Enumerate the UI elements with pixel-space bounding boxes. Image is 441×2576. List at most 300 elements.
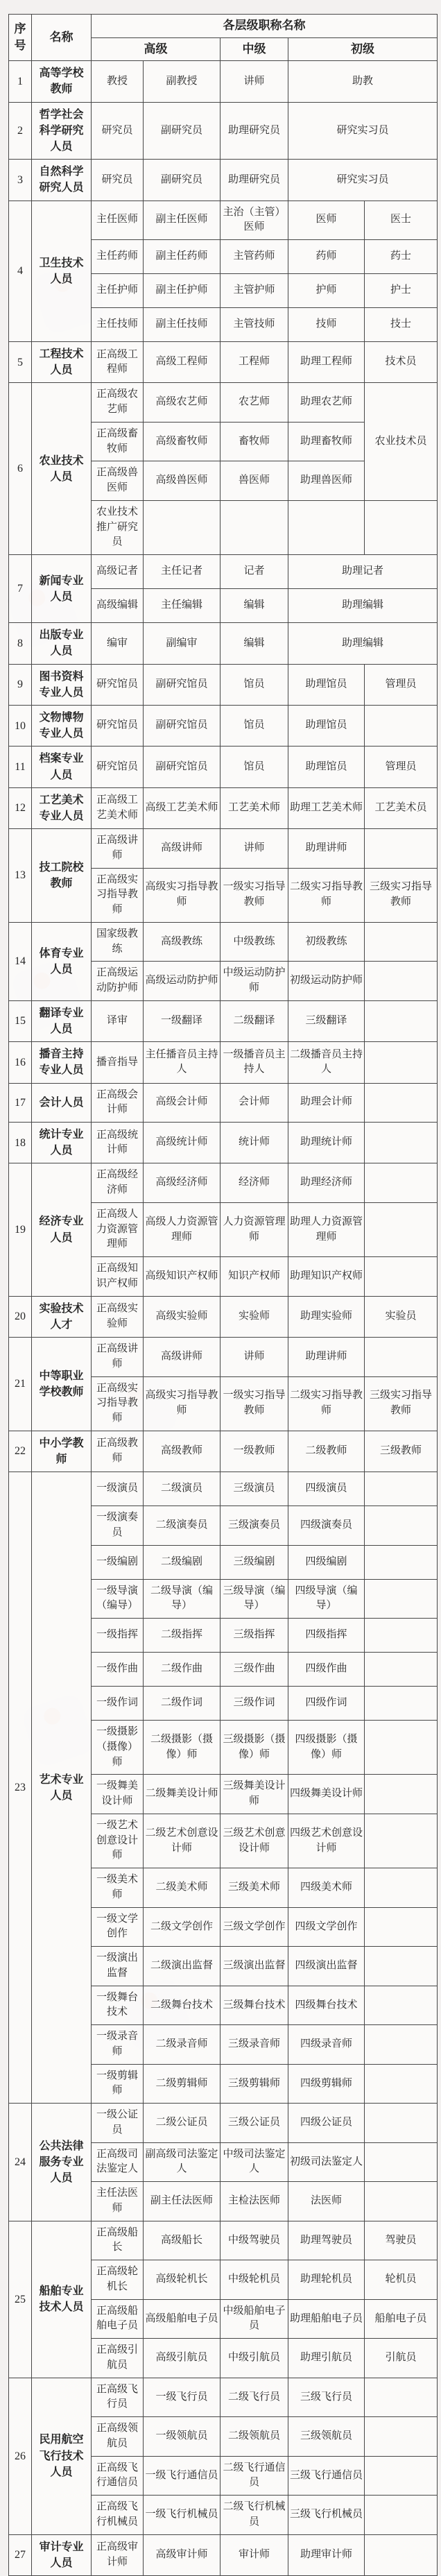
title-cell	[365, 1687, 438, 1721]
title-cell: 二级作曲	[144, 1653, 220, 1687]
title-cell: 二级剪辑师	[144, 2064, 220, 2104]
title-cell: 主任医师	[92, 201, 144, 240]
title-cell: 高级运动防护师	[144, 962, 220, 1001]
title-cell: 助理记者	[288, 555, 438, 589]
title-cell: 正高级兽医师	[92, 461, 144, 501]
title-cell: 二级演员	[144, 1472, 220, 1506]
title-cell: 一级舞台技术	[92, 1986, 144, 2025]
title-cell: 正高级畜牧师	[92, 422, 144, 461]
category-name-cell: 档案专业人员	[32, 747, 92, 787]
title-cell: 技师	[288, 308, 365, 342]
title-cell: 知识产权师	[220, 1257, 288, 1297]
title-cell: 助理编辑	[288, 589, 438, 623]
title-cell	[365, 2417, 438, 2457]
title-cell: 主任药师	[92, 240, 144, 274]
title-cell: 中级船舶电子员	[220, 2299, 288, 2339]
title-cell: 助理审计师	[288, 2534, 365, 2575]
title-cell: 一级演奏员	[92, 1506, 144, 1546]
title-cell: 二级作词	[144, 1687, 220, 1721]
title-cell: 二级公证员	[144, 2104, 220, 2143]
title-cell: 副主任药师	[144, 240, 220, 274]
title-cell: 三级教师	[365, 1431, 438, 1472]
title-cell: 正高级飞行机械员	[92, 2496, 144, 2535]
title-cell: 研究员	[92, 102, 144, 160]
title-cell	[365, 1472, 438, 1506]
title-cell: 人力资源管理师	[220, 1202, 288, 1256]
title-cell: 四级文学创作	[288, 1907, 365, 1947]
table-row	[9, 1083, 438, 1123]
title-cell: 副主任医师	[144, 201, 220, 240]
title-cell	[365, 1123, 438, 1163]
title-cell: 四级舞美设计师	[288, 1775, 365, 1814]
category-name-cell: 公共法律服务专业人员	[32, 2104, 92, 2221]
table-row	[9, 2534, 438, 2575]
title-cell: 一级文学创作	[92, 1907, 144, 1947]
title-cell: 编辑	[220, 589, 288, 623]
title-cell	[365, 829, 438, 869]
category-name-cell: 播音主持专业人员	[32, 1042, 92, 1083]
title-cell	[365, 1163, 438, 1203]
title-cell: 助理农艺师	[288, 383, 365, 423]
title-cell: 四级作曲	[288, 1653, 365, 1687]
title-cell: 中级司法鉴定人	[220, 2142, 288, 2182]
table-row	[9, 2221, 438, 2260]
title-cell: 讲师	[220, 1338, 288, 1377]
title-cell	[365, 1907, 438, 1947]
title-cell: 研究馆员	[92, 664, 144, 705]
title-cell: 助理兽医师	[288, 461, 365, 501]
header-row-1	[9, 15, 438, 38]
title-cell: 副主任护师	[144, 274, 220, 308]
title-cell: 三级摄影（摄像）师	[220, 1721, 288, 1775]
title-cell: 一级领航员	[144, 2417, 220, 2457]
title-cell: 护师	[288, 274, 365, 308]
title-cell	[365, 1338, 438, 1377]
title-cell: 三级舞美设计师	[220, 1775, 288, 1814]
title-cell	[365, 2182, 438, 2221]
title-cell: 高级畜牧师	[144, 422, 220, 461]
title-cell: 二级播音员主持人	[288, 1042, 365, 1083]
category-name-cell: 技工院校教师	[32, 829, 92, 923]
title-cell: 高级会计师	[144, 1083, 220, 1123]
table-row	[9, 623, 438, 664]
title-cell: 正高级轮机长	[92, 2260, 144, 2300]
title-cell: 正高级飞行员	[92, 2378, 144, 2417]
title-cell: 正高级工艺美术师	[92, 787, 144, 828]
title-cell: 三级指挥	[220, 1619, 288, 1653]
title-cell: 二级演出监督	[144, 1947, 220, 1986]
title-cell: 高级讲师	[144, 1338, 220, 1377]
title-cell: 四级公证员	[288, 2104, 365, 2143]
title-cell: 副研究馆员	[144, 747, 220, 787]
title-cell: 三级翻译	[288, 1000, 365, 1041]
table-row	[9, 201, 438, 240]
category-name-cell: 新闻专业人员	[32, 555, 92, 623]
title-cell	[365, 705, 438, 746]
title-cell: 助理引航员	[288, 2339, 365, 2378]
title-cell: 高级人力资源管理师	[144, 1202, 220, 1256]
professional-titles-table	[8, 14, 438, 2576]
title-cell	[365, 1083, 438, 1123]
title-cell: 三级剪辑师	[220, 2064, 288, 2104]
title-cell: 讲师	[220, 829, 288, 869]
title-cell	[365, 1653, 438, 1687]
title-cell: 高级统计师	[144, 1123, 220, 1163]
title-cell: 副教授	[144, 61, 220, 102]
row-number-cell: 21	[9, 1338, 32, 1431]
table-row	[9, 2104, 438, 2143]
title-cell: 助理会计师	[288, 1083, 365, 1123]
title-cell: 三级美术师	[220, 1868, 288, 1908]
title-cell: 主管药师	[220, 240, 288, 274]
title-cell: 馆员	[220, 747, 288, 787]
table-row	[9, 829, 438, 869]
title-cell: 正高级船长	[92, 2221, 144, 2260]
title-cell: 主任播音员主持人	[144, 1042, 220, 1083]
row-number-cell: 7	[9, 555, 32, 623]
title-cell: 主任编辑	[144, 589, 220, 623]
title-cell	[365, 1579, 438, 1619]
title-cell: 四级指挥	[288, 1619, 365, 1653]
category-name-cell: 文物博物专业人员	[32, 705, 92, 746]
title-cell: 正高级农艺师	[92, 383, 144, 423]
title-cell: 助理研究员	[220, 102, 288, 160]
title-cell: 主治（主管）医师	[220, 201, 288, 240]
title-cell: 兽医师	[220, 461, 288, 501]
title-cell	[365, 1202, 438, 1256]
header-middle-level: 中级	[220, 37, 288, 61]
title-cell: 三级飞行机械员	[288, 2496, 365, 2535]
title-cell	[365, 1000, 438, 1041]
title-cell: 实验员	[365, 1296, 438, 1337]
title-cell	[365, 1257, 438, 1297]
title-cell: 正高级人力资源管理师	[92, 1202, 144, 1256]
title-cell: 二级艺术创意设计师	[144, 1814, 220, 1868]
title-cell: 副研究馆员	[144, 705, 220, 746]
title-cell: 中级轮机员	[220, 2260, 288, 2300]
title-cell: 三级飞行员	[288, 2378, 365, 2417]
title-cell: 助理讲师	[288, 1338, 365, 1377]
title-cell: 轮机员	[365, 2260, 438, 2300]
title-cell: 实验师	[220, 1296, 288, 1337]
title-cell: 正高级实习指导教师	[92, 1376, 144, 1431]
row-number-cell: 26	[9, 2378, 32, 2534]
table-row	[9, 1000, 438, 1041]
title-cell: 中级运动防护师	[220, 962, 288, 1001]
title-cell: 助理统计师	[288, 1123, 365, 1163]
title-cell: 二级编剧	[144, 1545, 220, 1579]
category-name-cell: 工程技术人员	[32, 342, 92, 383]
table-row	[9, 747, 438, 787]
category-name-cell: 实验技术人才	[32, 1296, 92, 1337]
title-cell: 三级录音师	[220, 2025, 288, 2065]
title-cell: 馆员	[220, 664, 288, 705]
title-cell: 正高级教师	[92, 1431, 144, 1472]
table-row	[9, 1042, 438, 1083]
table-row	[9, 664, 438, 705]
header-category-name: 名称	[32, 15, 92, 61]
title-cell: 二级舞美设计师	[144, 1775, 220, 1814]
category-name-cell: 高等学校教师	[32, 61, 92, 102]
title-cell	[365, 1545, 438, 1579]
title-cell	[220, 500, 288, 554]
category-name-cell: 自然科学研究人员	[32, 160, 92, 201]
title-cell: 四级录音师	[288, 2025, 365, 2065]
row-number-cell: 18	[9, 1123, 32, 1163]
category-name-cell: 体育专业人员	[32, 922, 92, 1000]
title-cell: 一级作词	[92, 1687, 144, 1721]
title-cell: 正高级经济师	[92, 1163, 144, 1203]
title-cell: 高级实习指导教师	[144, 1376, 220, 1431]
title-cell: 四级编剧	[288, 1545, 365, 1579]
title-cell: 助理实验师	[288, 1296, 365, 1337]
title-cell: 教授	[92, 61, 144, 102]
title-cell: 研究员	[92, 160, 144, 201]
title-cell: 正高级知识产权师	[92, 1257, 144, 1297]
title-cell: 四级导演（编导）	[288, 1579, 365, 1619]
row-number-cell: 14	[9, 922, 32, 1000]
title-cell	[365, 1775, 438, 1814]
title-cell: 正高级引航员	[92, 2339, 144, 2378]
category-name-cell: 翻译专业人员	[32, 1000, 92, 1041]
category-name-cell: 中小学教师	[32, 1431, 92, 1472]
title-cell: 副高级司法鉴定人	[144, 2142, 220, 2182]
title-cell: 二级教师	[288, 1431, 365, 1472]
title-cell: 二级飞行员	[220, 2378, 288, 2417]
title-cell: 四级艺术创意设计师	[288, 1814, 365, 1868]
title-cell: 二级美术师	[144, 1868, 220, 1908]
category-name-cell: 民用航空飞行技术人员	[32, 2378, 92, 2534]
title-cell: 一级录音师	[92, 2025, 144, 2065]
category-name-cell: 哲学社会科学研究人员	[32, 102, 92, 160]
table-row	[9, 160, 438, 201]
title-cell: 助理经济师	[288, 1163, 365, 1203]
title-cell: 三级实习指导教师	[365, 868, 438, 922]
title-cell: 助理馆员	[288, 705, 365, 746]
title-cell: 审计师	[220, 2534, 288, 2575]
title-cell: 高级轮机长	[144, 2260, 220, 2300]
title-cell: 正高级实验师	[92, 1296, 144, 1337]
title-cell: 正高级运动防护师	[92, 962, 144, 1001]
title-cell: 助理人力资源管理师	[288, 1202, 365, 1256]
title-cell	[365, 1947, 438, 1986]
title-cell: 二级飞行机械员	[220, 2496, 288, 2535]
title-cell: 引航员	[365, 2339, 438, 2378]
row-number-cell: 15	[9, 1000, 32, 1041]
row-number-cell: 16	[9, 1042, 32, 1083]
title-cell	[365, 2378, 438, 2417]
title-cell: 经济师	[220, 1163, 288, 1203]
title-cell: 正高级工程师	[92, 342, 144, 383]
title-cell: 一级实习指导教师	[220, 1376, 288, 1431]
title-cell	[365, 2142, 438, 2182]
title-cell: 高级农艺师	[144, 383, 220, 423]
table-row	[9, 1163, 438, 1203]
title-cell: 正高级讲师	[92, 1338, 144, 1377]
category-name-cell: 统计专业人员	[32, 1123, 92, 1163]
title-cell: 二级领航员	[220, 2417, 288, 2457]
title-cell: 农艺师	[220, 383, 288, 423]
title-cell: 四级摄影（摄像）师	[288, 1721, 365, 1775]
table-row	[9, 1123, 438, 1163]
title-cell: 助理工艺美术师	[288, 787, 365, 828]
table-row	[9, 555, 438, 589]
title-cell: 助教	[288, 61, 438, 102]
title-cell: 高级知识产权师	[144, 1257, 220, 1297]
title-cell: 初级司法鉴定人	[288, 2142, 365, 2182]
title-cell: 二级实习指导教师	[288, 1376, 365, 1431]
title-cell: 助理知识产权师	[288, 1257, 365, 1297]
title-cell: 高级工艺美术师	[144, 787, 220, 828]
title-cell: 统计师	[220, 1123, 288, 1163]
title-cell: 二级实习指导教师	[288, 868, 365, 922]
title-cell: 主检法医师	[220, 2182, 288, 2221]
title-cell: 正高级审计师	[92, 2534, 144, 2575]
title-cell: 一级演出监督	[92, 1947, 144, 1986]
category-name-cell: 审计专业人员	[32, 2534, 92, 2575]
title-cell: 三级实习指导教师	[365, 1376, 438, 1431]
title-cell: 主管护师	[220, 274, 288, 308]
title-cell: 助理工程师	[288, 342, 365, 383]
title-cell: 四级演出监督	[288, 1947, 365, 1986]
title-cell: 一级翻译	[144, 1000, 220, 1041]
table-row	[9, 922, 438, 962]
title-cell: 一级飞行机械员	[144, 2496, 220, 2535]
title-cell: 一级指挥	[92, 1619, 144, 1653]
row-number-cell: 27	[9, 2534, 32, 2575]
title-cell: 三级编剧	[220, 1545, 288, 1579]
title-cell: 药师	[288, 240, 365, 274]
row-number-cell: 19	[9, 1163, 32, 1296]
title-cell: 助理驾驶员	[288, 2221, 365, 2260]
title-cell: 四级美术师	[288, 1868, 365, 1908]
title-cell: 一级作曲	[92, 1653, 144, 1687]
title-cell: 三级领航员	[288, 2417, 365, 2457]
title-cell: 一级美术师	[92, 1868, 144, 1908]
title-cell	[288, 500, 365, 554]
title-cell: 国家级教练	[92, 922, 144, 962]
row-number-cell: 24	[9, 2104, 32, 2221]
title-cell: 馆员	[220, 705, 288, 746]
title-cell: 高级讲师	[144, 829, 220, 869]
title-cell: 三级飞行通信员	[288, 2456, 365, 2496]
title-cell: 畜牧师	[220, 422, 288, 461]
title-cell	[365, 2064, 438, 2104]
title-cell: 助理馆员	[288, 747, 365, 787]
title-cell: 医师	[288, 201, 365, 240]
title-cell: 中级驾驶员	[220, 2221, 288, 2260]
title-cell: 研究馆员	[92, 705, 144, 746]
title-cell	[365, 2534, 438, 2575]
row-number-cell: 17	[9, 1083, 32, 1123]
title-cell: 助理畜牧师	[288, 422, 365, 461]
row-number-cell: 12	[9, 787, 32, 828]
title-cell: 一级飞行员	[144, 2378, 220, 2417]
title-cell: 驾驶员	[365, 2221, 438, 2260]
title-cell: 高级实习指导教师	[144, 868, 220, 922]
title-cell: 中级教练	[220, 922, 288, 962]
title-cell: 主管技师	[220, 308, 288, 342]
title-cell: 四级演员	[288, 1472, 365, 1506]
table-row	[9, 705, 438, 746]
title-cell: 三级演员	[220, 1472, 288, 1506]
title-cell	[365, 1506, 438, 1546]
title-cell: 二级飞行通信员	[220, 2456, 288, 2496]
title-cell: 助理编辑	[288, 623, 438, 664]
title-cell: 正高级司法鉴定人	[92, 2142, 144, 2182]
title-cell	[365, 1619, 438, 1653]
title-cell	[365, 1721, 438, 1775]
title-cell: 副研究员	[144, 160, 220, 201]
title-cell: 工艺美术员	[365, 787, 438, 828]
table-row	[9, 1431, 438, 1472]
row-number-cell: 4	[9, 201, 32, 342]
row-number-cell: 23	[9, 1472, 32, 2104]
title-cell: 二级演奏员	[144, 1506, 220, 1546]
title-cell: 助理馆员	[288, 664, 365, 705]
title-cell: 副主任法医师	[144, 2182, 220, 2221]
title-cell: 一级演员	[92, 1472, 144, 1506]
row-number-cell: 8	[9, 623, 32, 664]
title-cell: 技士	[365, 308, 438, 342]
category-name-cell: 经济专业人员	[32, 1163, 92, 1296]
title-cell: 助理研究员	[220, 160, 288, 201]
title-cell: 四级剪辑师	[288, 2064, 365, 2104]
title-cell: 药士	[365, 240, 438, 274]
title-cell	[365, 2025, 438, 2065]
title-cell: 高级引航员	[144, 2339, 220, 2378]
title-cell: 研究实习员	[288, 102, 438, 160]
title-cell: 一级飞行通信员	[144, 2456, 220, 2496]
title-cell: 正高级讲师	[92, 829, 144, 869]
header-level-titles: 各层级职称名称	[92, 15, 438, 38]
title-cell: 正高级会计师	[92, 1083, 144, 1123]
title-cell: 三级作曲	[220, 1653, 288, 1687]
title-cell: 三级艺术创意设计师	[220, 1814, 288, 1868]
title-cell: 正高级飞行通信员	[92, 2456, 144, 2496]
title-cell: 一级公证员	[92, 2104, 144, 2143]
title-cell: 三级公证员	[220, 2104, 288, 2143]
title-cell: 主任记者	[144, 555, 220, 589]
title-cell: 译审	[92, 1000, 144, 1041]
row-number-cell: 10	[9, 705, 32, 746]
row-number-cell: 9	[9, 664, 32, 705]
row-number-cell: 20	[9, 1296, 32, 1337]
title-cell: 副编审	[144, 623, 220, 664]
title-cell	[365, 962, 438, 1001]
header-junior-level: 初级	[288, 37, 438, 61]
table-row	[9, 1472, 438, 1506]
category-name-cell: 艺术专业人员	[32, 1472, 92, 2104]
row-number-cell: 11	[9, 747, 32, 787]
header-senior-level: 高级	[92, 37, 220, 61]
title-cell	[144, 500, 220, 554]
table-row	[9, 102, 438, 160]
row-number-cell: 13	[9, 829, 32, 923]
row-number-cell: 25	[9, 2221, 32, 2378]
title-cell: 医士	[365, 201, 438, 240]
title-cell: 管理员	[365, 747, 438, 787]
title-cell	[365, 1986, 438, 2025]
title-cell: 一级实习指导教师	[220, 868, 288, 922]
title-cell: 高级兽医师	[144, 461, 220, 501]
title-cell: 农业技术推广研究员	[92, 500, 144, 554]
title-cell: 助理船舶电子员	[288, 2299, 365, 2339]
category-name-cell: 农业技术人员	[32, 383, 92, 555]
table-row	[9, 342, 438, 383]
title-cell: 研究馆员	[92, 747, 144, 787]
title-cell: 初级教练	[288, 922, 365, 962]
